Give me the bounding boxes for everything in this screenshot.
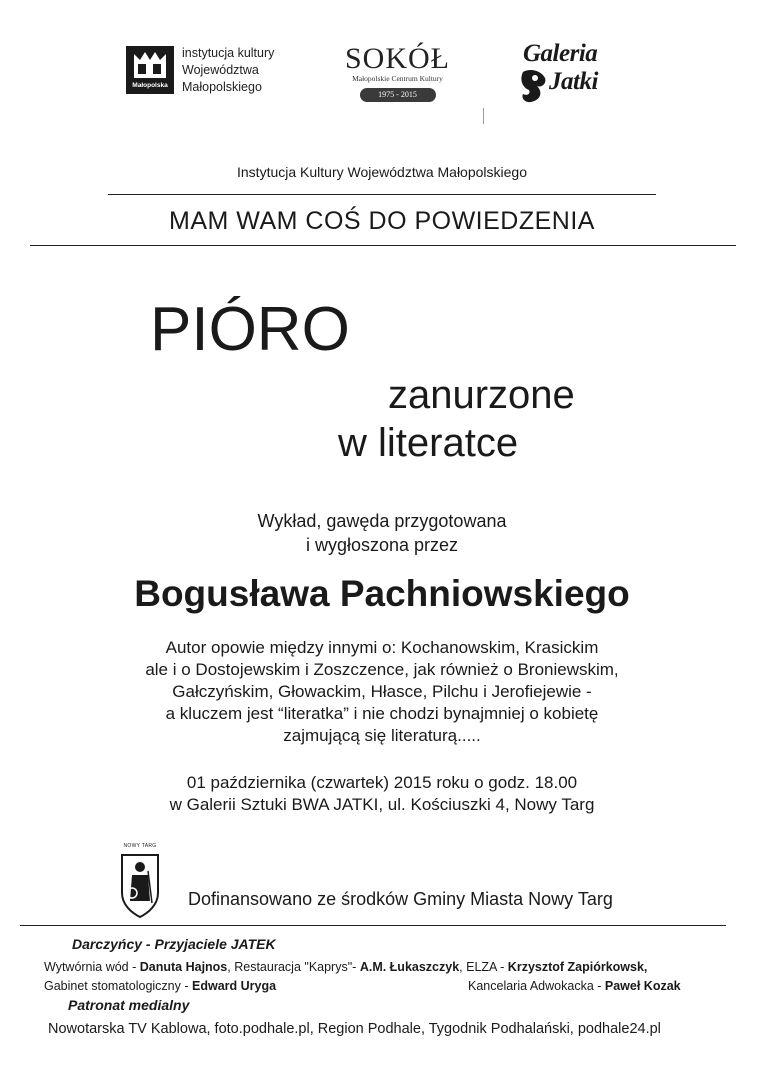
sponsor-name: Krzysztof Zapiórkowsk, — [507, 960, 648, 974]
malopolska-line1: instytucja kultury — [182, 46, 275, 60]
event-details — [0, 772, 764, 816]
description-line: Gałczyńskim, Głowackim, Hłasce, Pilchu i Jerofiejewie - — [172, 682, 592, 701]
sokol-subtitle: Małopolskie Centrum Kultury — [352, 74, 443, 83]
city-crest-icon — [118, 849, 162, 919]
event-title: PIÓRO — [150, 295, 350, 364]
sponsor-label: , Restauracja "Kaprys"- — [227, 960, 360, 974]
lecture-intro — [0, 509, 764, 557]
sokol-name: SOKÓŁ — [344, 42, 450, 75]
sponsors-row — [44, 979, 276, 993]
divider-tick — [483, 108, 484, 124]
media-patron-list: Nowotarska TV Kablowa, foto.podhale.pl, Region Podhale, Tygodnik Podhalański, podhale24.pl — [48, 1021, 661, 1037]
sponsors-row — [468, 979, 681, 993]
event-date: 01 października (czwartek) 2015 roku o godz. 18.00 — [186, 773, 578, 792]
jatki-ornament-icon — [519, 68, 549, 104]
galeria-jatki-logo — [515, 38, 610, 110]
sponsors-row — [44, 960, 647, 974]
sokol-years: 1975 - 2015 — [360, 88, 436, 102]
footer-divider — [20, 925, 726, 926]
sponsor-name: Danuta Hajnos — [139, 960, 228, 974]
event-subtitle-line2: w literatce — [338, 421, 519, 465]
sponsor-name: Edward Uryga — [192, 979, 277, 993]
description-line: a kluczem jest “literatka” i nie chodzi bynajmniej o kobietę — [165, 704, 599, 723]
sponsor-label: Kancelaria Adwokacka - — [468, 979, 605, 993]
sponsor-label: , ELZA - — [459, 960, 508, 974]
malopolska-logo — [126, 46, 174, 94]
lecture-intro-line1: Wykład, gawęda przygotowana — [257, 511, 507, 531]
description-line: ale i o Dostojewskim i Zoszczence, jak również o Broniewskim, — [145, 660, 619, 679]
lecture-intro-line2: i wygłoszona przez — [305, 535, 459, 555]
description-line: zajmującą się literaturą..... — [283, 726, 481, 745]
nowy-targ-crest — [118, 843, 162, 919]
sponsor-label: Gabinet stomatologiczny - — [44, 979, 192, 993]
funding-note: Dofinansowano ze środków Gminy Miasta Nowy Targ — [188, 889, 613, 909]
malopolska-badge-text: Małopolska — [132, 82, 168, 89]
sokol-logo — [335, 42, 460, 117]
malopolska-line2: Województwa — [182, 63, 259, 77]
author-name: Bogusława Pachniowskiego — [134, 573, 630, 614]
malopolska-line3: Małopolskiego — [182, 80, 262, 94]
event-place: w Galerii Sztuki BWA JATKI, ul. Kościuszki 4, Nowy Targ — [169, 795, 595, 814]
galeria-line2: Jatki — [549, 68, 598, 95]
event-subtitle-line1: zanurzone — [388, 373, 575, 417]
sponsor-name: A.M. Łukaszczyk — [359, 960, 460, 974]
institution-name: Instytucja Kultury Województwa Małopolskiego — [237, 164, 527, 180]
header-divider-top — [108, 194, 656, 195]
series-title: MAM WAM COŚ DO POWIEDZENIA — [169, 207, 595, 235]
sponsors-title: Darczyńcy - Przyjaciele JATEK — [72, 936, 276, 952]
crest-label: NOWY TARG — [123, 843, 157, 849]
media-patron-title: Patronat medialny — [68, 997, 190, 1013]
description-line: Autor opowie między innymi o: Kochanowskim, Krasickim — [165, 638, 599, 657]
description — [0, 637, 764, 747]
malopolska-logo-text — [182, 45, 292, 96]
sponsor-label: Wytwórnia wód - — [44, 960, 140, 974]
header-divider-bottom — [30, 245, 736, 246]
galeria-line1: Galeria — [523, 40, 598, 67]
sponsor-name: Paweł Kozak — [604, 979, 681, 993]
